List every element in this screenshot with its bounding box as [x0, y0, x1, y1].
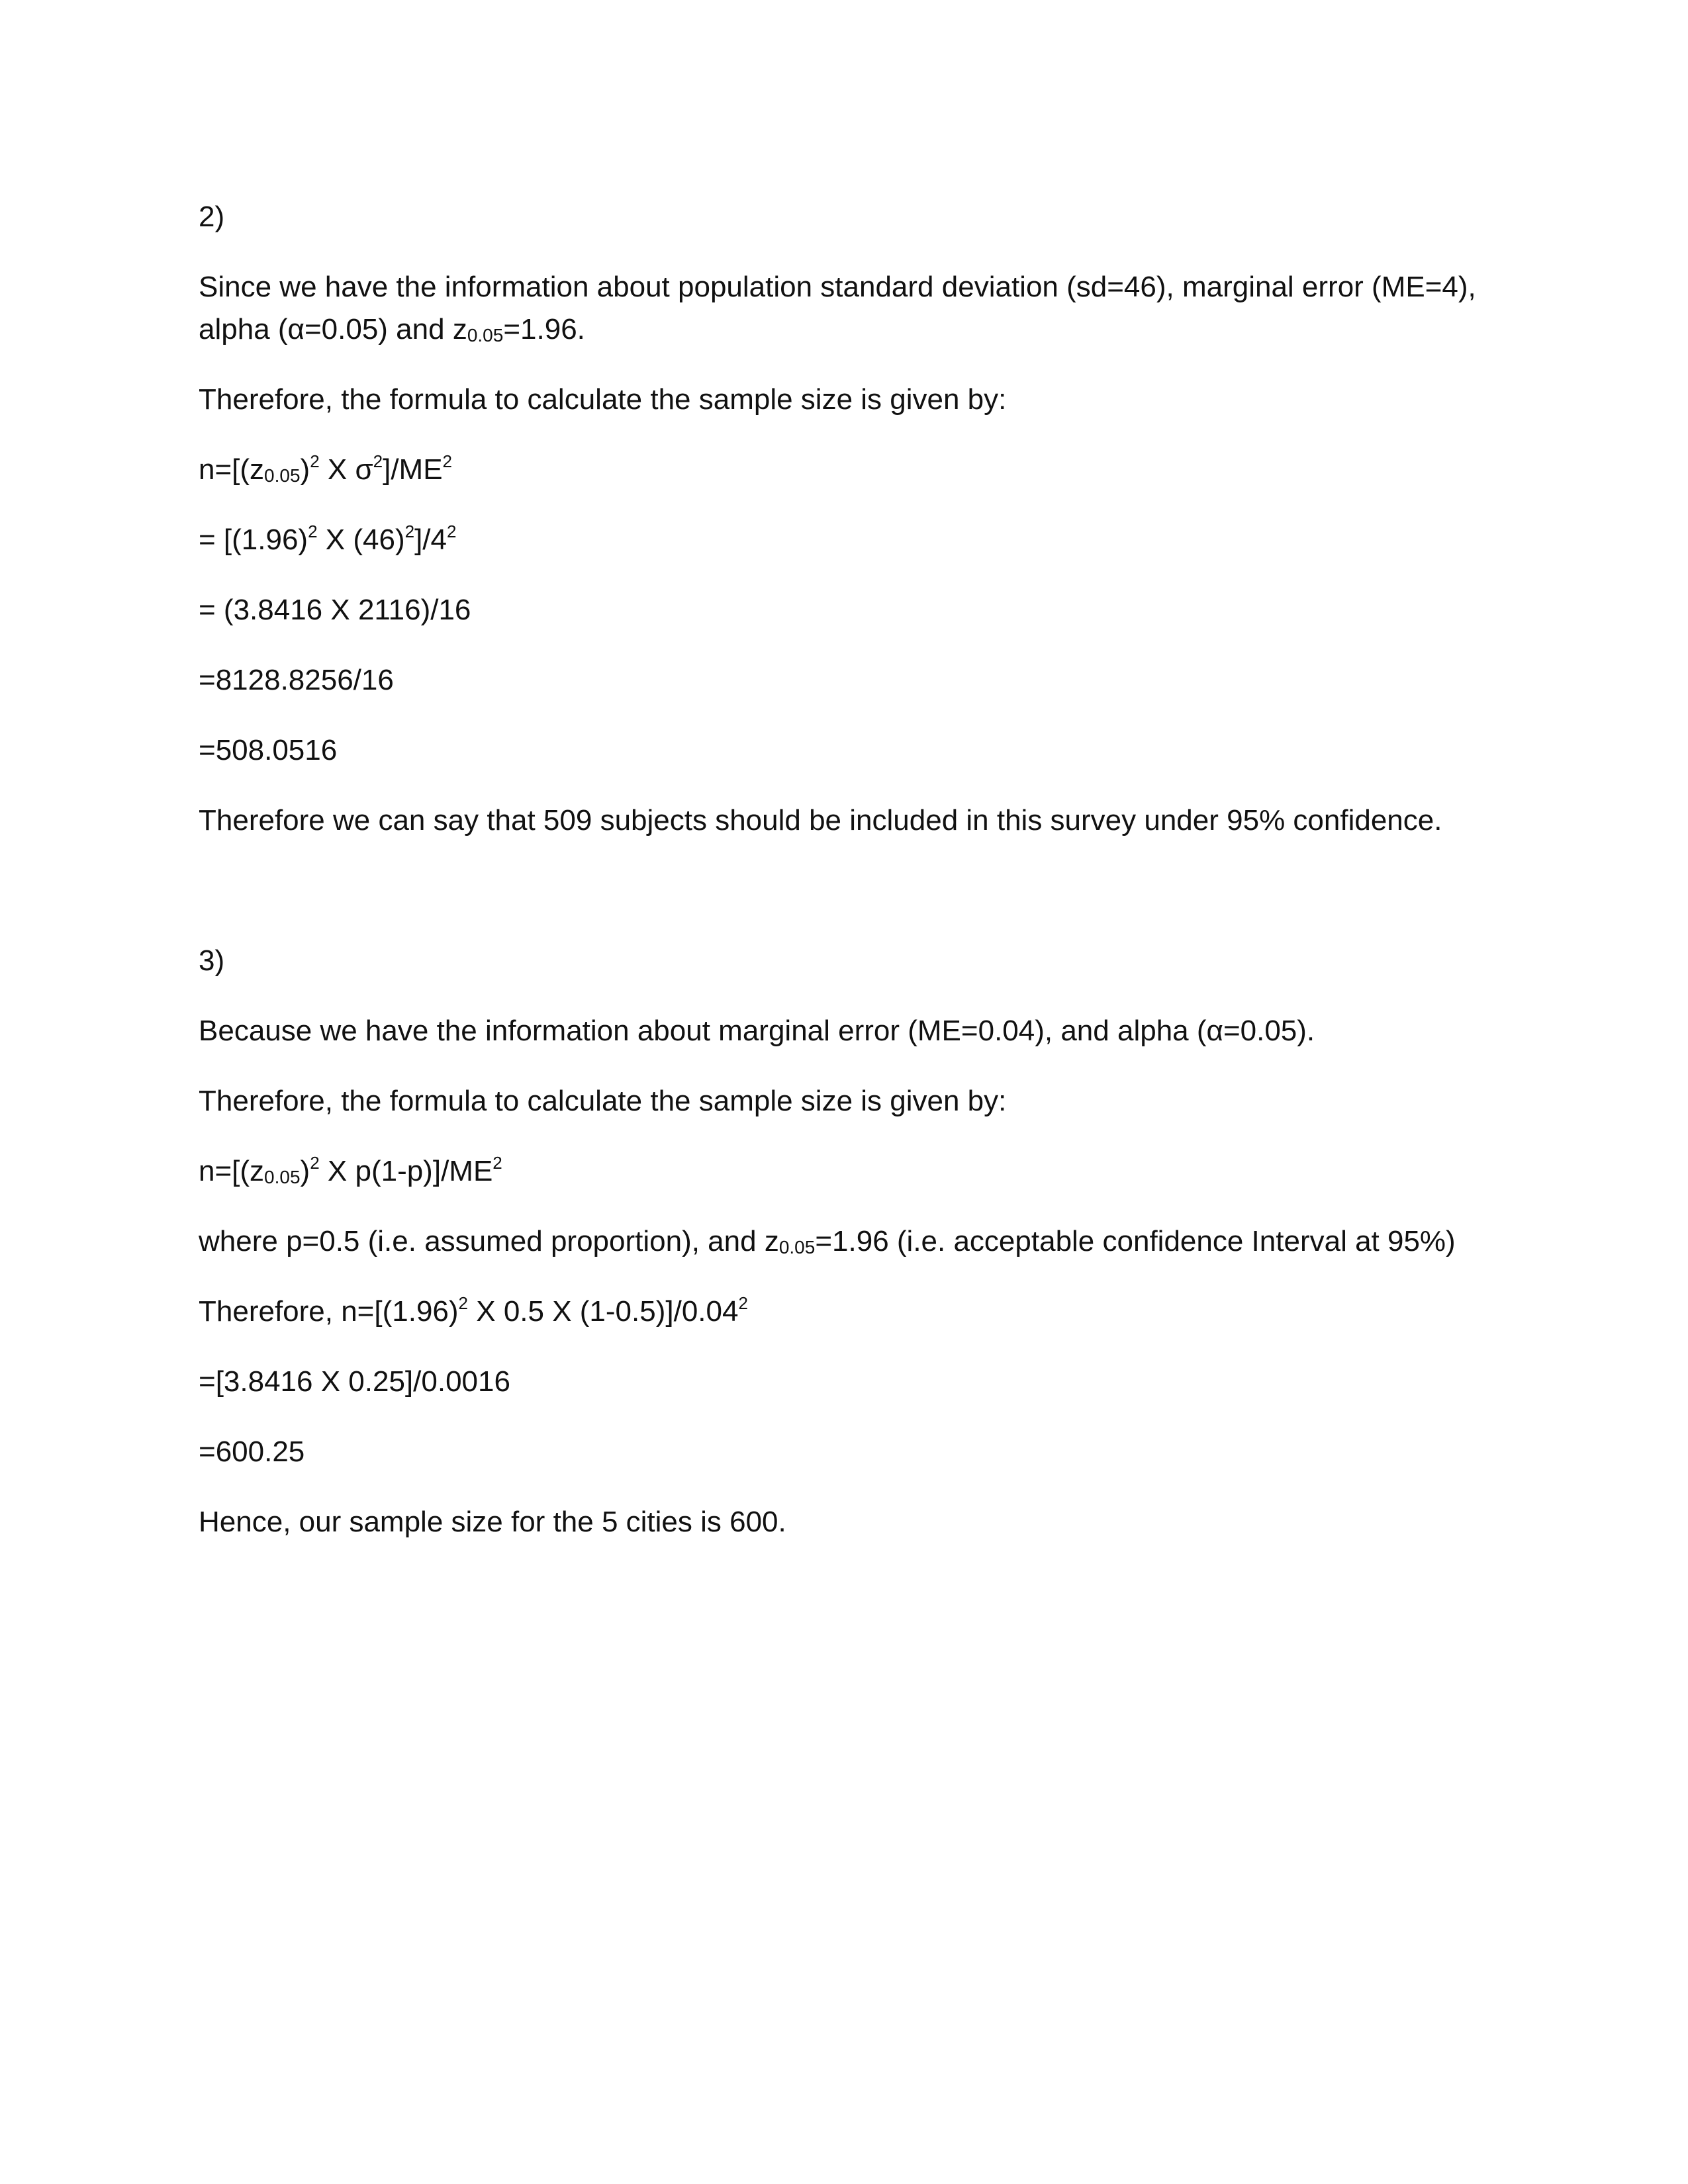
section-2-intro-line-2: alpha (α=0.05) and $z_{0.05}=1.96$.: [199, 313, 585, 345]
section-3-step-1: Therefore, $n=[(1.96)^2$ X 0.5 X (1-0.5)]/0.04$^2$: [199, 1293, 748, 1328]
section-2-formula: $n=[(z_{0.05})^2$ X $\sigma^2]/ME^2$: [199, 451, 453, 486]
section-2-intro-line-1: Since we have the information about population standard deviation (sd=46), marginal error (ME=4),: [199, 271, 1476, 303]
section-3-step-3: =600.25: [199, 1435, 305, 1468]
section-3-where: where p=0.5 (i.e. assumed proportion), and $z_{0.05}=1.96$ (i.e. acceptable confidence Interval at 95%): [199, 1225, 1456, 1257]
section-3-formula-intro: Therefore, the formula to calculate the sample size is given by:: [199, 1085, 1007, 1117]
section-2-number: 2): [199, 201, 225, 233]
section-3-formula: $n=[(z_{0.05})^2$ X $p(1-p)]/ME^2$: [199, 1153, 502, 1187]
section-2-step-4: =508.0516: [199, 734, 338, 766]
section-2-formula-intro: Therefore, the formula to calculate the sample size is given by:: [199, 383, 1007, 416]
section-3-step-2: =[3.8416 X 0.25]/0.0016: [199, 1365, 510, 1398]
section-3-intro: Because we have the information about marginal error (ME=0.04), and alpha (α=0.05).: [199, 1015, 1315, 1047]
section-3-conclusion: Hence, our sample size for the 5 cities is 600.: [199, 1506, 786, 1538]
section-3-number: 3): [199, 944, 225, 977]
section-2-step-1: = [$(1.96)^2$ X $(46)^2]/4^2$: [199, 522, 457, 556]
section-2-conclusion: Therefore we can say that 509 subjects should be included in this survey under 95% confidence.: [199, 804, 1442, 837]
section-2-step-3: =8128.8256/16: [199, 664, 394, 696]
section-2-step-2: = (3.8416 X 2116)/16: [199, 594, 471, 626]
